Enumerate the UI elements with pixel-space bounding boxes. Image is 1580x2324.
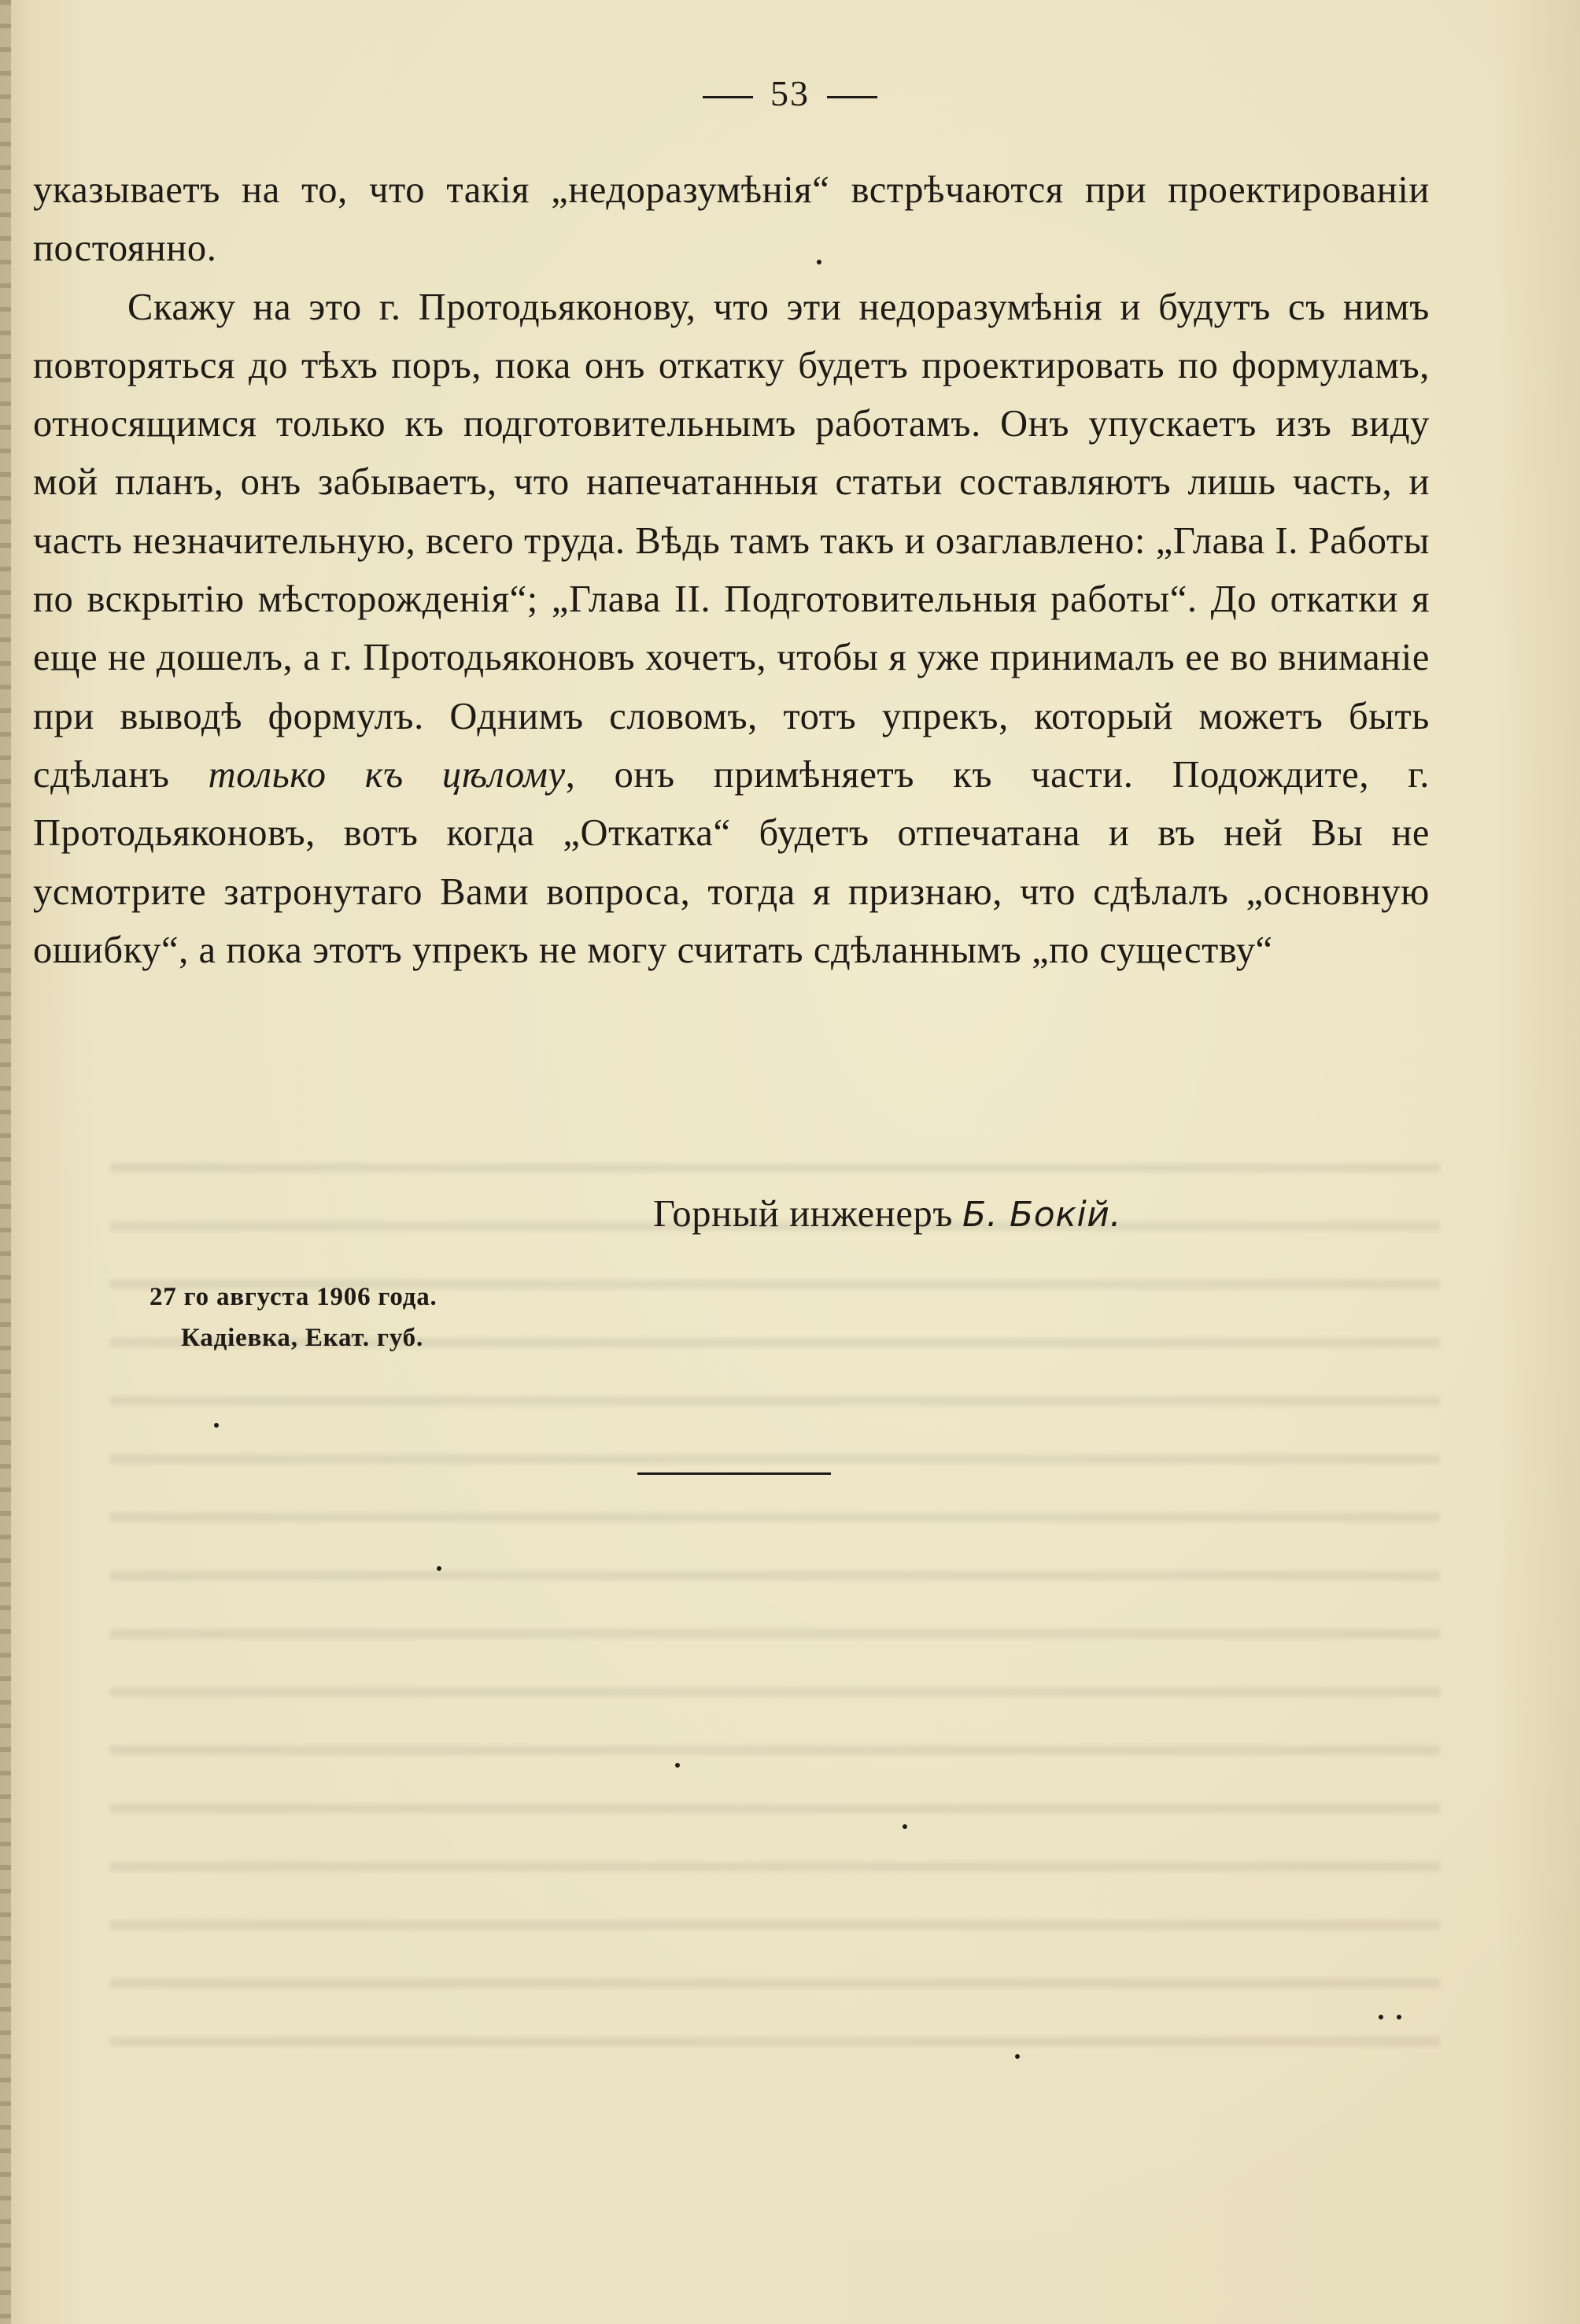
paragraph-reply-emphasis: только къ цѣлому (208, 753, 566, 796)
paper-speck (903, 1824, 907, 1829)
paragraph-reply (33, 279, 1430, 981)
end-rule (637, 1472, 831, 1475)
paragraph-continuation: указываетъ на то, что такія „недоразумѣнія“ встрѣчаются при проектированіи постоянно. (33, 169, 1430, 270)
dateline-date: 27 го августа 1906 года. (150, 1283, 437, 1311)
paragraph-reply-part-1: Скажу на это г. Протодьяконову, что эти недоразумѣнія и будутъ съ нимъ повторяться до тѣхъ поръ, пока онъ откатку будетъ проектировать по формуламъ, относящимся только къ подготовительнымъ работамъ. Онъ упускаетъ изъ виду мой планъ, онъ забываетъ, что напечатанныя статьи составляютъ лишь часть, и часть незначительную, всего труда. Вѣдь тамъ такъ и озаглавлено: „Глава I. Работы по вскрытію мѣсторожденія“; „Глава II. Подготовительныя работы“. До откатки я еще не дошелъ, а г. Протодьяконовъ хочетъ, чтобы я уже принималъ ее во вниманіе при выводѣ формулъ. Однимъ словомъ, тотъ упрекъ, который можетъ быть сдѣланъ (33, 286, 1430, 796)
page-number-dash-left (703, 96, 753, 98)
paper-speck (817, 260, 821, 264)
paper-speck (214, 1423, 219, 1428)
signature-line (653, 1185, 1121, 1244)
paper-speck (1015, 2054, 1020, 2059)
page-number (0, 72, 1580, 114)
show-through-text (110, 1125, 1440, 2070)
page-number-dash-right (827, 96, 877, 98)
paper-speck (1379, 2015, 1383, 2019)
paper-speck (675, 1763, 680, 1768)
paragraph-reply-part-2: , онъ примѣняетъ къ части. Подождите, г. Протодьяконовъ, вотъ когда „Откатка“ будетъ отпечатана и въ ней Вы не усмотрите затронутаго Вами вопроса, тогда я признаю, что сдѣлалъ „основную ошибку“, а пока этотъ упрекъ не могу считать сдѣланнымъ „по существу“ (33, 753, 1430, 971)
dateline (150, 1277, 437, 1358)
signature-name: Б. Бокій. (962, 1195, 1122, 1235)
dateline-place: Кадіевка, Екат. губ. (181, 1324, 424, 1352)
signature-title: Горный инженеръ (653, 1193, 954, 1235)
body-text (33, 161, 1430, 980)
page-binding-edge (0, 0, 11, 2324)
page-number-value: 53 (770, 73, 810, 113)
paper-speck (437, 1566, 441, 1571)
paper-speck (1397, 2015, 1401, 2019)
